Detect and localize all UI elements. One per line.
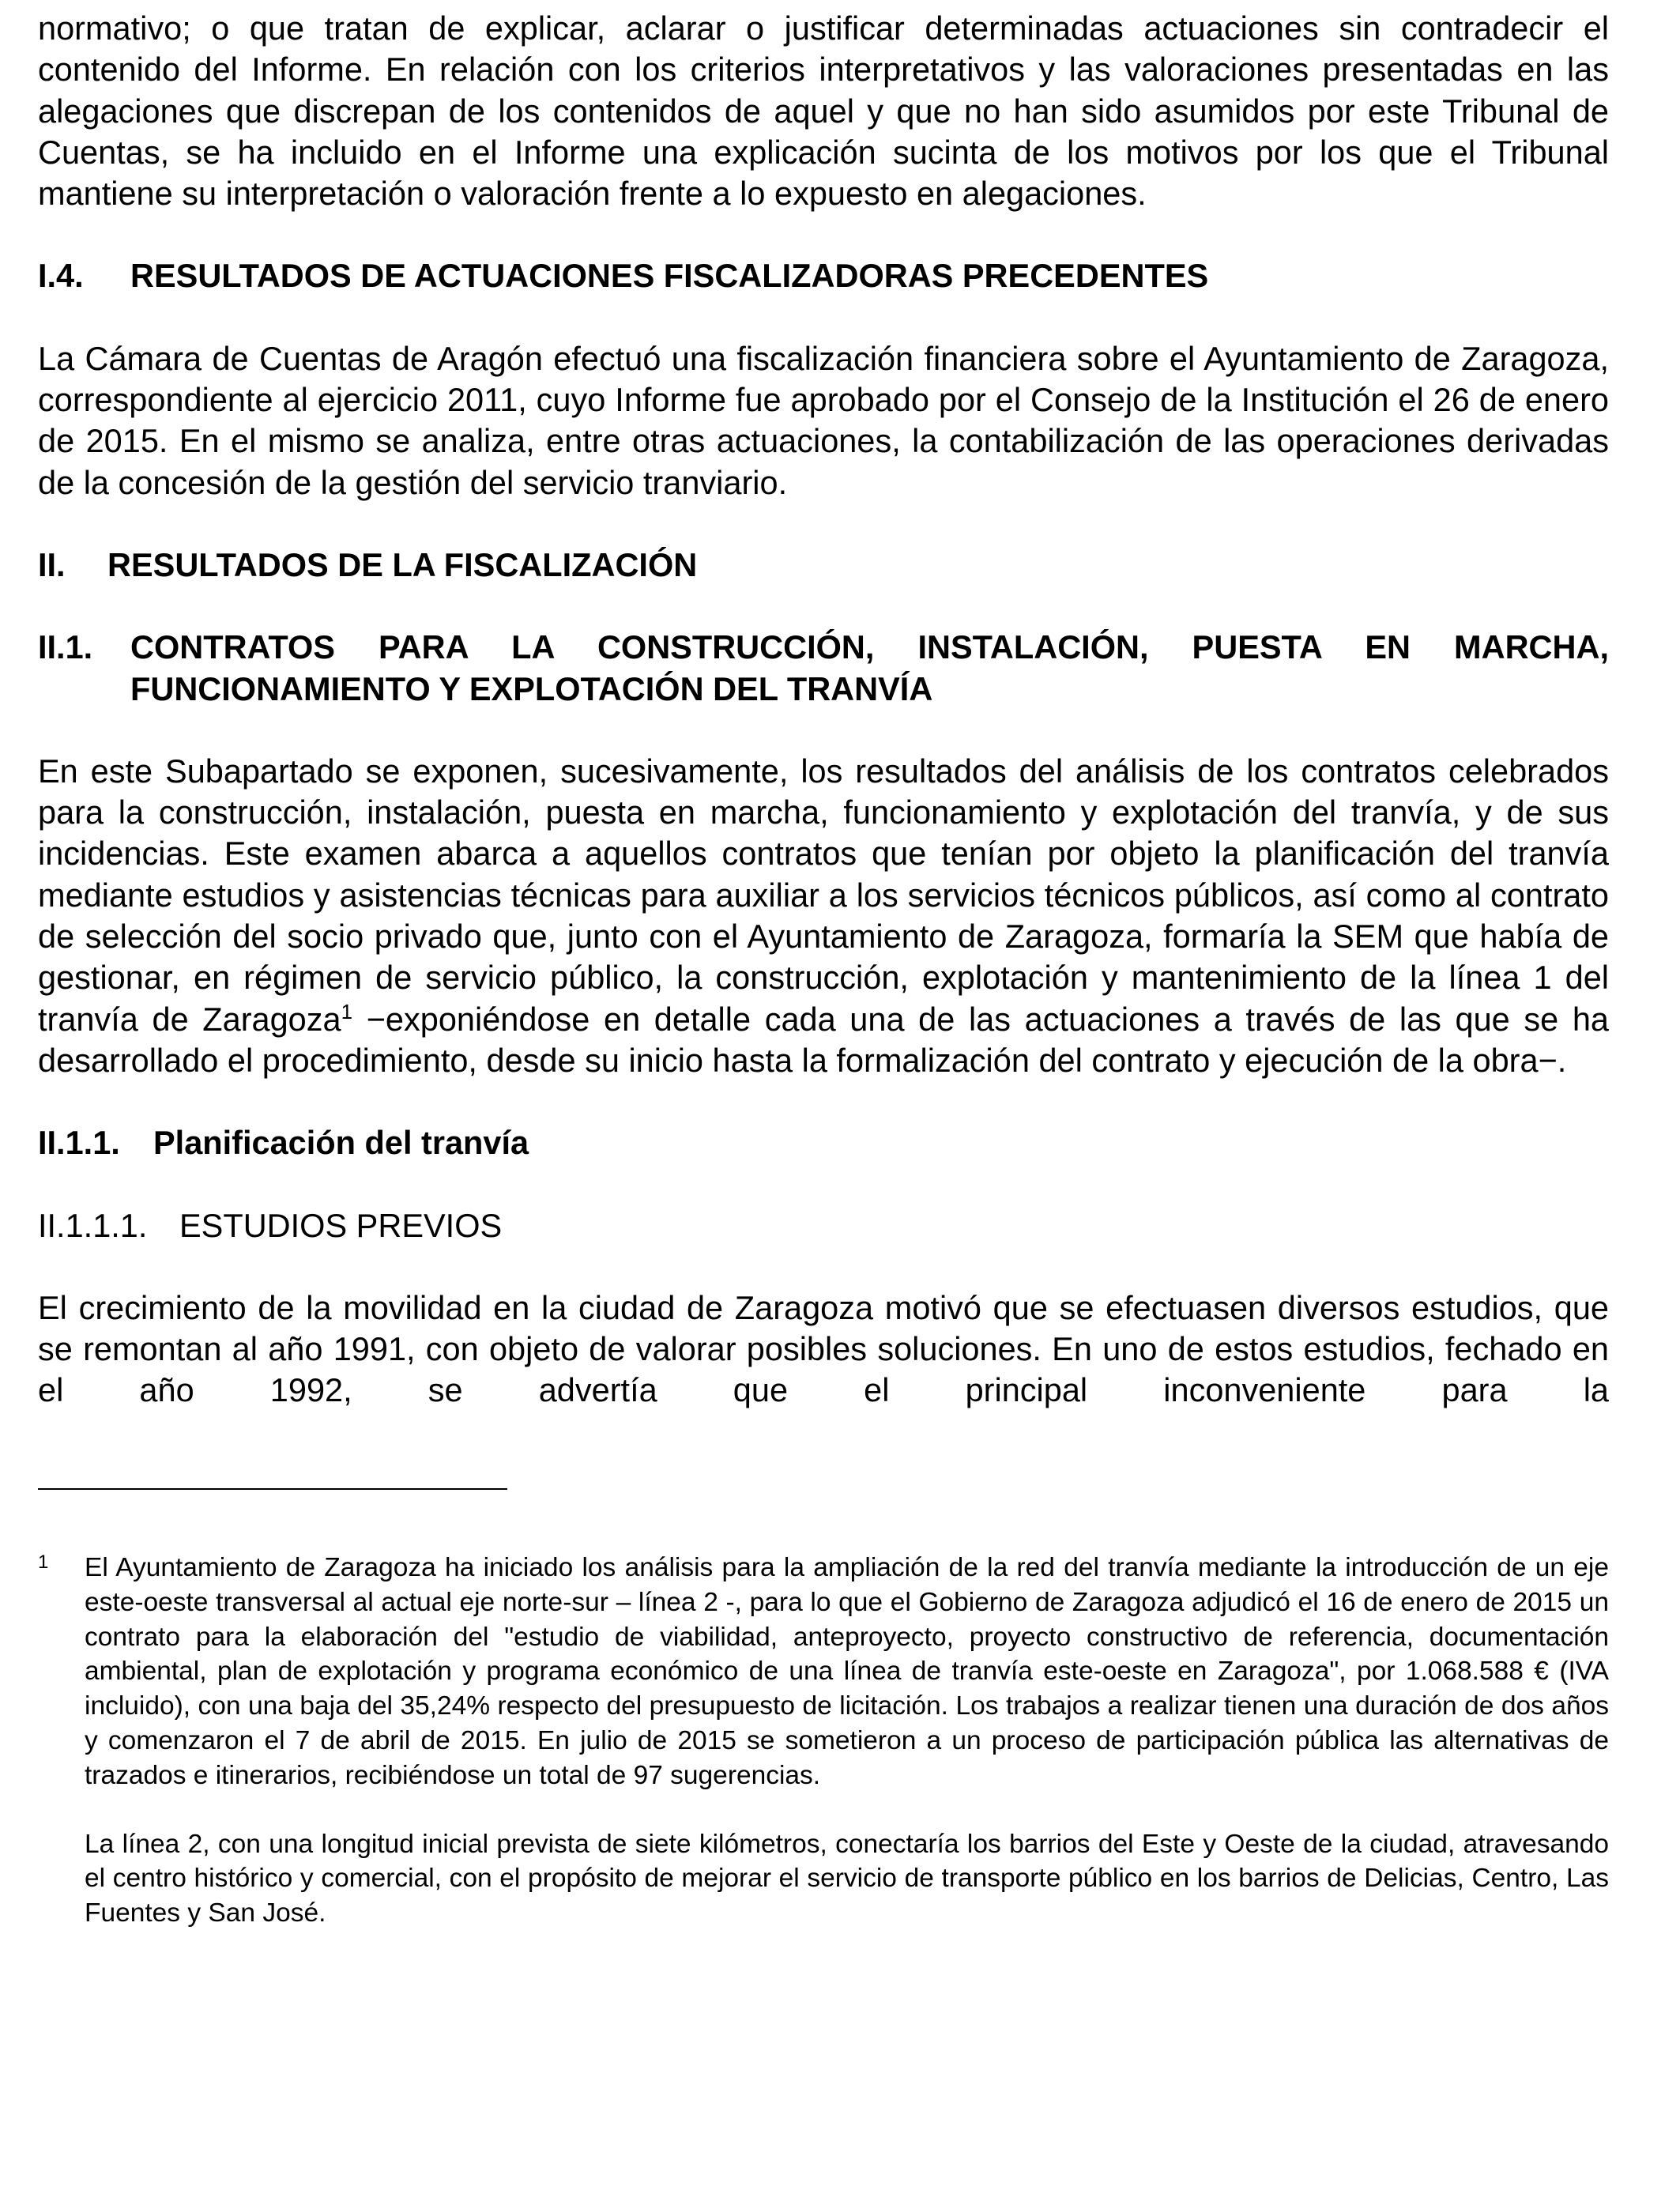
footnote-1	[38, 1551, 1609, 1931]
footnotes-area	[38, 1551, 1609, 1931]
section-i4-title: RESULTADOS DE ACTUACIONES FISCALIZADORAS PRECEDENTES	[130, 257, 1209, 295]
section-ii11-number: II.1.1.	[38, 1124, 120, 1162]
section-ii111-heading	[38, 1205, 1609, 1246]
section-i4-heading	[38, 255, 1609, 296]
section-i4-number: I.4.	[38, 257, 84, 295]
section-ii-heading	[38, 545, 1609, 586]
section-i4-paragraph: La Cámara de Cuentas de Aragón efectuó una fiscalización financiera sobre el Ayuntamiento de Zaragoza, correspondiente al ejercicio 2011, cuyo Informe fue aprobado por el Consejo de la Institución el 26 de enero de 2015. En el mismo se analiza, entre otras actuaciones, la contabilización de las operaciones derivadas de la concesión de la gestión del servicio tranviario.	[38, 339, 1609, 501]
section-ii11-title: Planificación del tranvía	[153, 1124, 529, 1162]
section-ii1-paragraph-part1: En este Subapartado se exponen, sucesivamente, los resultados del análisis de los contratos celebrados para la construcción, instalación, puesta en marcha, funcionamiento y explotación del tranvía, y de sus incidencias. Este examen abarca a aquellos contratos que tenían por objeto la planificación del tranvía mediante estudios y asistencias técnicas para auxiliar a los servicios técnicos públicos, así como al contrato de selección del socio privado que, junto con el Ayuntamiento de Zaragoza, formaría la SEM que había de gestionar, en régimen de servicio público, la construcción, explotación y mantenimiento de la línea 1 del tranvía de Zaragoza	[38, 752, 1609, 1038]
footnote-mark: 1	[38, 1551, 49, 1573]
section-ii-number: II.	[38, 545, 66, 583]
footnote-paragraph-2: La línea 2, con una longitud inicial prevista de siete kilómetros, conectaría los barrios del Este y Oeste de la ciudad, atravesando el centro histórico y comercial, con el propósito de mejorar el servicio de transporte público en los barrios de Delicias, Centro, Las Fuentes y San José.	[85, 1829, 1609, 1928]
section-ii111-title: ESTUDIOS PREVIOS	[179, 1206, 503, 1244]
section-ii111-number: II.1.1.1.	[38, 1206, 148, 1244]
section-ii1-paragraph-part2: −exponiéndose en detalle cada una de las actuaciones a través de las que se ha desarrollado el procedimiento, desde su inicio hasta la formalización del contrato y ejecución de la obra−.	[38, 1000, 1609, 1079]
section-ii1-title: CONTRATOS PARA LA CONSTRUCCIÓN, INSTALACIÓN, PUESTA EN MARCHA, FUNCIONAMIENTO Y EXPLOTACIÓN DEL TRANVÍA	[130, 628, 1609, 707]
section-ii11-heading	[38, 1122, 1609, 1163]
section-ii1-number: II.1.	[38, 628, 93, 666]
footnote-paragraph-1: El Ayuntamiento de Zaragoza ha iniciado los análisis para la ampliación de la red del tranvía mediante la introducción de un eje este-oeste transversal al actual eje norte-sur – línea 2 -, para lo que el Gobierno de Zaragoza adjudicó el 16 de enero de 2015 un contrato para la elaboración del "estudio de viabilidad, anteproyecto, proyecto constructivo de referencia, documentación ambiental, plan de explotación y programa económico de una línea de tranvía este-oeste en Zaragoza", por 1.068.588 € (IVA incluido), con una baja del 35,24% respecto del presupuesto de licitación. Los trabajos a realizar tienen una duración de dos años y comenzaron el 7 de abril de 2015. En julio de 2015 se sometieron a un proceso de participación pública las alternativas de trazados e itinerarios, recibiéndose un total de 97 sugerencias.	[85, 1553, 1609, 1790]
footnote-body	[85, 1551, 1609, 1931]
section-ii-title: RESULTADOS DE LA FISCALIZACIÓN	[107, 545, 698, 583]
footnote-reference: 1	[341, 999, 353, 1023]
section-ii111-paragraph: El crecimiento de la movilidad en la ciudad de Zaragoza motivó que se efectuasen diversos estudios, que se remontan al año 1991, con objeto de valorar posibles soluciones. En uno de estos estudios, fechado en el año 1992, se advertía que el principal inconveniente para la	[38, 1288, 1609, 1409]
section-ii1-paragraph	[38, 751, 1609, 1081]
intro-paragraph: normativo; o que tratan de explicar, aclarar o justificar determinadas actuaciones sin contradecir el contenido del Informe. En relación con los criterios interpretativos y las valoraciones presentadas en las alegaciones que discrepan de los contenidos de aquel y que no han sido asumidos por este Tribunal de Cuentas, se ha incluido en el Informe una explicación sucinta de los motivos por los que el Tribunal mantiene su interpretación o valoración frente a lo expuesto en alegaciones.	[38, 9, 1609, 213]
document-page	[38, 8, 1609, 1412]
section-ii1-heading	[38, 627, 1609, 710]
footnote-separator	[38, 1488, 507, 1490]
